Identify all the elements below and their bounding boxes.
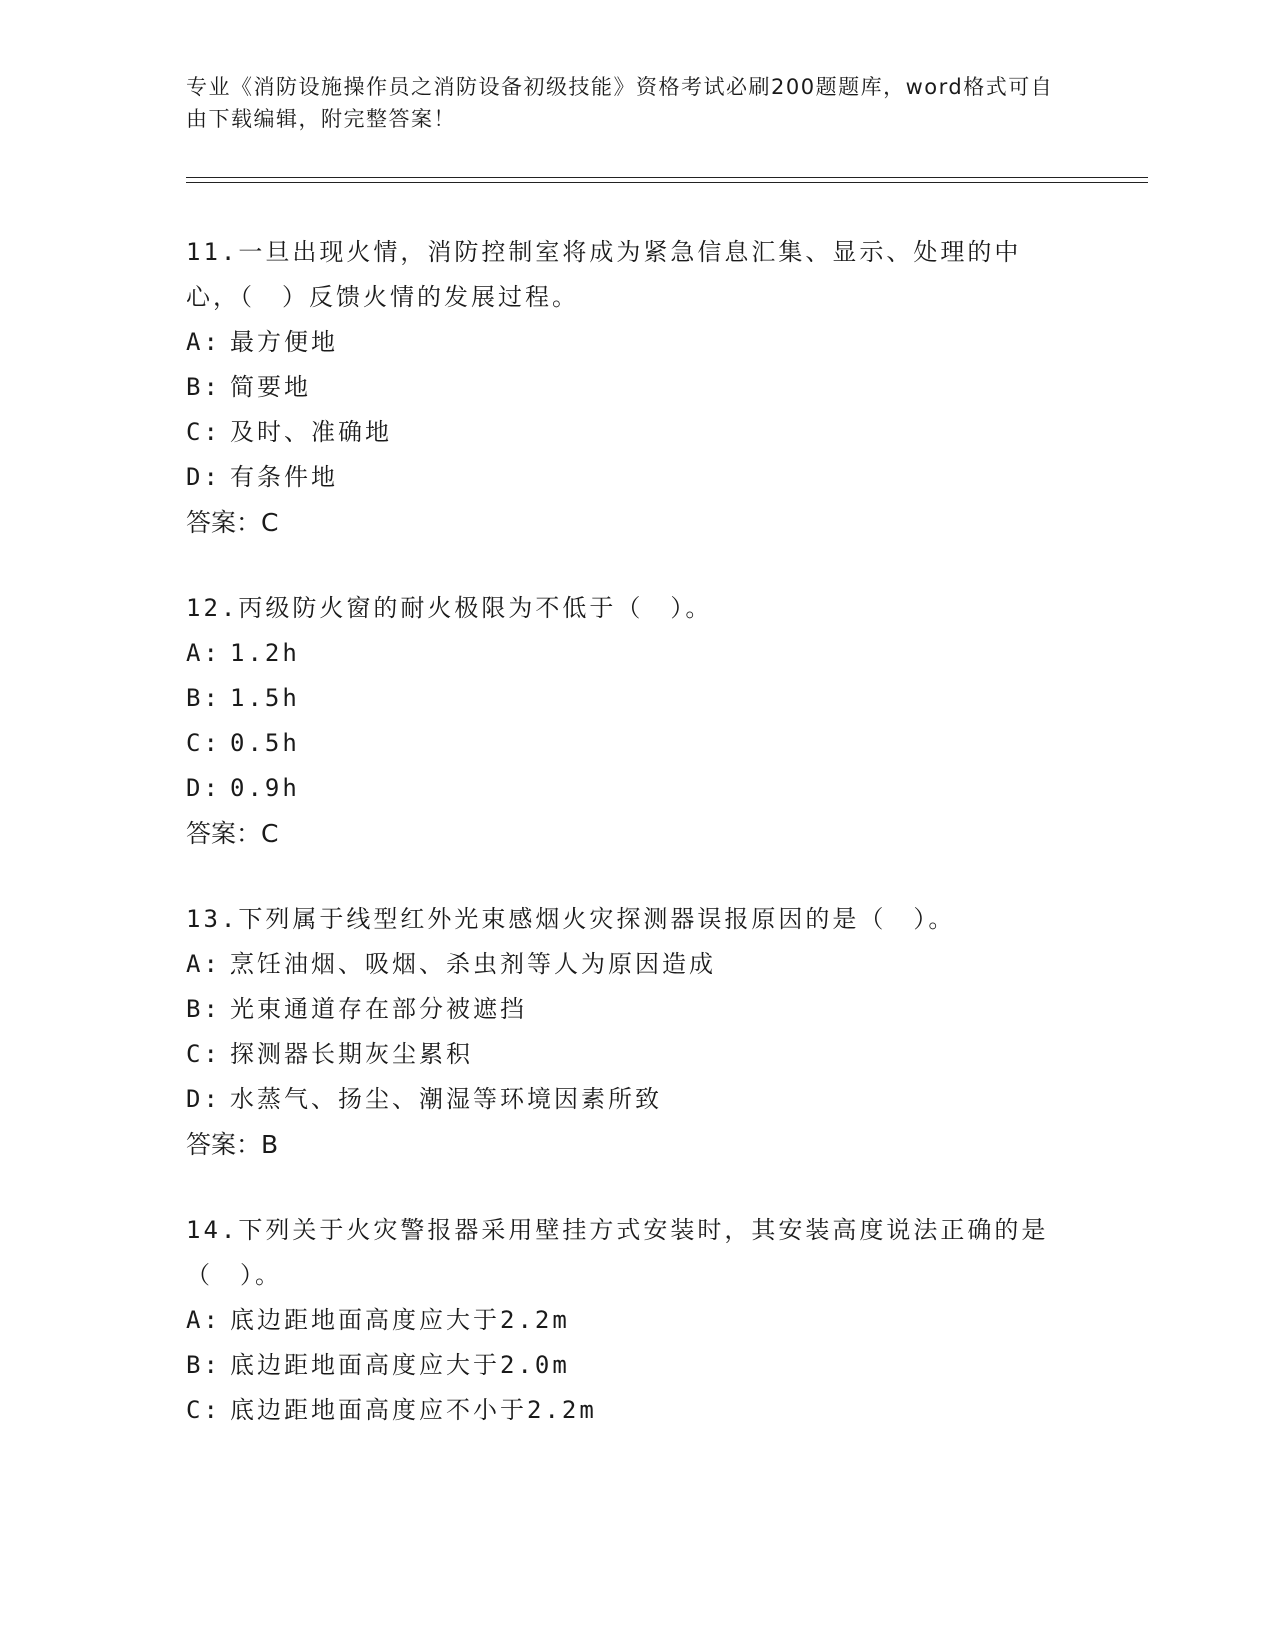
option-key: D: — [186, 1085, 221, 1113]
answer-line: 答案：C — [186, 819, 279, 848]
option-text: 有条件地 — [230, 463, 338, 491]
question-12 — [186, 586, 1066, 857]
header-rule-bottom — [186, 182, 1148, 183]
option-text: 1.5h — [230, 684, 300, 712]
option-text: 0.5h — [230, 729, 300, 757]
option-text: 底边距地面高度应大于2.2m — [230, 1306, 570, 1334]
option-key: B: — [186, 995, 221, 1023]
option-b — [186, 365, 1066, 410]
option-a — [186, 942, 1066, 987]
option-key: D: — [186, 774, 221, 802]
option-text: 1.2h — [230, 639, 300, 667]
option-d — [186, 455, 1066, 500]
question-list — [186, 230, 1066, 1473]
option-key: C: — [186, 1040, 221, 1068]
option-c — [186, 410, 1066, 455]
question-13 — [186, 897, 1066, 1168]
question-stem: 13.下列属于线型红外光束感烟火灾探测器误报原因的是（ ）。 — [186, 905, 956, 933]
option-c — [186, 1388, 1066, 1433]
question-14 — [186, 1208, 1066, 1433]
option-key: B: — [186, 1351, 221, 1379]
option-a — [186, 1298, 1066, 1343]
option-key: D: — [186, 463, 221, 491]
option-text: 0.9h — [230, 774, 300, 802]
answer-line: 答案：C — [186, 508, 279, 537]
option-key: A: — [186, 1306, 221, 1334]
option-key: B: — [186, 373, 221, 401]
option-b — [186, 987, 1066, 1032]
option-text: 最方便地 — [230, 328, 338, 356]
question-11 — [186, 230, 1066, 546]
option-d — [186, 1077, 1066, 1122]
option-b — [186, 676, 1066, 721]
option-text: 及时、准确地 — [230, 418, 392, 446]
option-text: 探测器长期灰尘累积 — [230, 1040, 473, 1068]
option-text: 底边距地面高度应大于2.0m — [230, 1351, 570, 1379]
option-c — [186, 1032, 1066, 1077]
option-text: 简要地 — [230, 373, 311, 401]
option-key: A: — [186, 639, 221, 667]
question-stem: 11.一旦出现火情，消防控制室将成为紧急信息汇集、显示、处理的中心，（ ）反馈火情的发展过程。 — [186, 238, 1022, 311]
option-key: C: — [186, 729, 221, 757]
option-text: 光束通道存在部分被遮挡 — [230, 995, 527, 1023]
option-key: A: — [186, 950, 221, 978]
option-a — [186, 631, 1066, 676]
option-key: C: — [186, 1396, 221, 1424]
document-header: 专业《消防设施操作员之消防设备初级技能》资格考试必刷200题题库，word格式可自由下载编辑，附完整答案！ — [186, 75, 1054, 131]
option-text: 烹饪油烟、吸烟、杀虫剂等人为原因造成 — [230, 950, 716, 978]
header-rule-top — [186, 177, 1148, 178]
option-d — [186, 766, 1066, 811]
option-text: 水蒸气、扬尘、潮湿等环境因素所致 — [230, 1085, 662, 1113]
option-text: 底边距地面高度应不小于2.2m — [230, 1396, 597, 1424]
option-c — [186, 721, 1066, 766]
question-stem: 12.丙级防火窗的耐火极限为不低于（ ）。 — [186, 594, 713, 622]
question-stem: 14.下列关于火灾警报器采用壁挂方式安装时，其安装高度说法正确的是（ ）。 — [186, 1216, 1049, 1289]
answer-line: 答案：B — [186, 1130, 279, 1159]
option-key: C: — [186, 418, 221, 446]
option-a — [186, 320, 1066, 365]
option-key: B: — [186, 684, 221, 712]
option-key: A: — [186, 328, 221, 356]
option-b — [186, 1343, 1066, 1388]
